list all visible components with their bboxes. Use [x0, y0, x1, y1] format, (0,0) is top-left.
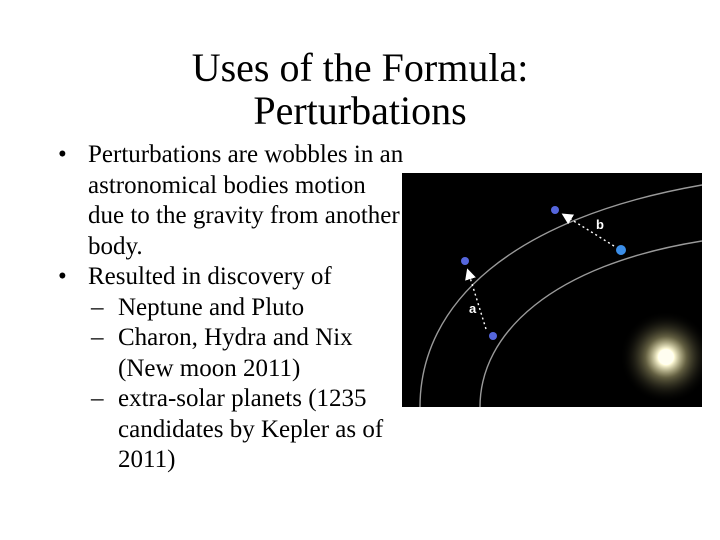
sun [658, 349, 674, 365]
dash-mark: – [91, 324, 104, 351]
title-line-1: Uses of the Formula: [191, 45, 529, 90]
bullet-list [58, 140, 408, 476]
arrow-b [564, 215, 614, 246]
dash-mark: – [91, 293, 104, 321]
bullet-mark: • [58, 263, 67, 290]
bullet-text: Perturbations are wobbles in an astronomical bodies motion due to the gravity from another body. [88, 141, 404, 260]
sub-item-text: Neptune and Pluto [118, 293, 305, 321]
orbit-diagram [402, 173, 702, 407]
title-line-2: Perturbations [253, 88, 467, 133]
bullet-item-perturbations [58, 140, 408, 262]
bullet-item-discovery [58, 262, 408, 293]
planet-inner-start [489, 332, 497, 340]
sub-item-neptune-pluto [58, 293, 408, 324]
bullet-mark: • [58, 141, 67, 168]
bullet-text: Resulted in discovery of [88, 263, 332, 290]
dash-mark: – [91, 385, 104, 412]
sub-item-moons [58, 323, 408, 384]
slide-title [120, 46, 600, 132]
sub-item-text: Charon, Hydra and Nix (New moon 2011) [118, 324, 353, 382]
planet-outer-start [616, 245, 626, 255]
planet-outer-displaced [551, 206, 559, 214]
planet-inner-displaced [461, 257, 469, 265]
label-b: b [596, 217, 604, 232]
sub-item-exoplanets [58, 384, 408, 476]
sub-item-text: extra-solar planets (1235 candidates by Kepler as of 2011) [118, 385, 384, 473]
orbit-perturbation-figure [402, 173, 702, 407]
label-a: a [469, 301, 477, 316]
